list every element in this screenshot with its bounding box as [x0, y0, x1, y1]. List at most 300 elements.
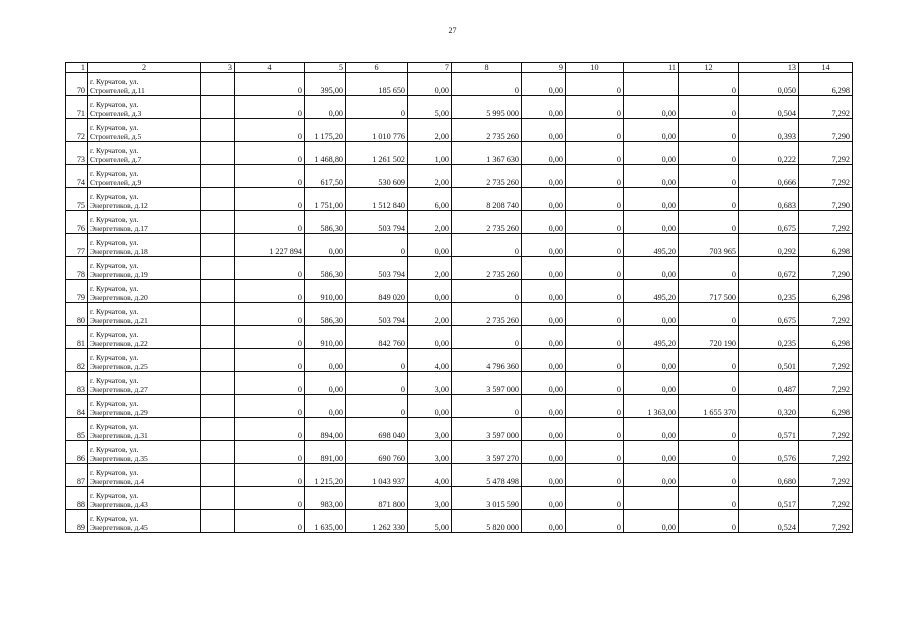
cell-c13: 0,571	[739, 418, 799, 441]
table-row	[66, 464, 853, 487]
cell-c4: 0	[235, 142, 305, 165]
address-city-street: г. Курчатов, ул.	[90, 192, 139, 201]
address-house: Энергетиков, д.12	[90, 201, 148, 210]
cell-c10: 0	[566, 257, 624, 280]
cell-c8: 4 796 360	[452, 349, 522, 372]
cell-c9: 0,00	[522, 510, 566, 533]
cell-c12: 0	[679, 188, 739, 211]
cell-c5: 586,30	[305, 303, 346, 326]
cell-c7: 0,00	[408, 73, 452, 96]
cell-c3	[201, 441, 235, 464]
address-house: Строителей, д.3	[90, 109, 142, 118]
cell-c3	[201, 188, 235, 211]
column-header: 11	[624, 63, 679, 73]
cell-c3	[201, 234, 235, 257]
address-city-street: г. Курчатов, ул.	[90, 261, 139, 270]
cell-c7: 3,00	[408, 487, 452, 510]
cell-c13: 0,320	[739, 395, 799, 418]
cell-c14: 6,298	[799, 395, 853, 418]
address-house: Энергетиков, д.35	[90, 454, 148, 463]
table-row	[66, 188, 853, 211]
cell-c4: 0	[235, 73, 305, 96]
cell-c9: 0,00	[522, 464, 566, 487]
address-house: Энергетиков, д.27	[90, 385, 148, 394]
cell-c13: 0,666	[739, 165, 799, 188]
cell-c7: 1,00	[408, 142, 452, 165]
cell-c3	[201, 487, 235, 510]
address-city-street: г. Курчатов, ул.	[90, 353, 139, 362]
column-header: 14	[799, 63, 853, 73]
row-number: 70	[66, 73, 88, 96]
column-header: 2	[88, 63, 201, 73]
cell-c11: 0,00	[624, 372, 679, 395]
cell-c14: 7,290	[799, 119, 853, 142]
address-house: Энергетиков, д.22	[90, 339, 148, 348]
cell-c8: 2 735 260	[452, 165, 522, 188]
address-city-street: г. Курчатов, ул.	[90, 284, 139, 293]
column-header: 5	[305, 63, 346, 73]
address-cell	[88, 510, 201, 533]
cell-c14: 7,292	[799, 372, 853, 395]
table-row	[66, 303, 853, 326]
cell-c9: 0,00	[522, 211, 566, 234]
address-cell	[88, 73, 201, 96]
cell-c10: 0	[566, 211, 624, 234]
address-house: Энергетиков, д.17	[90, 224, 148, 233]
cell-c9: 0,00	[522, 257, 566, 280]
cell-c12: 0	[679, 349, 739, 372]
address-city-street: г. Курчатов, ул.	[90, 399, 139, 408]
address-cell	[88, 142, 201, 165]
cell-c4: 0	[235, 326, 305, 349]
address-cell	[88, 487, 201, 510]
row-number: 84	[66, 395, 88, 418]
cell-c8: 3 015 590	[452, 487, 522, 510]
table-body	[66, 63, 853, 533]
cell-c12: 0	[679, 142, 739, 165]
address-house: Энергетиков, д.45	[90, 523, 148, 532]
cell-c8: 8 208 740	[452, 188, 522, 211]
cell-c9: 0,00	[522, 165, 566, 188]
cell-c5: 894,00	[305, 418, 346, 441]
cell-c14: 6,298	[799, 326, 853, 349]
address-house: Энергетиков, д.31	[90, 431, 148, 440]
cell-c11: 0,00	[624, 165, 679, 188]
cell-c11: 0,00	[624, 96, 679, 119]
cell-c4: 0	[235, 510, 305, 533]
cell-c10: 0	[566, 395, 624, 418]
cell-c11: 0,00	[624, 142, 679, 165]
cell-c8: 2 735 260	[452, 303, 522, 326]
cell-c10: 0	[566, 280, 624, 303]
address-city-street: г. Курчатов, ул.	[90, 445, 139, 454]
cell-c10: 0	[566, 234, 624, 257]
cell-c4: 0	[235, 418, 305, 441]
address-city-street: г. Курчатов, ул.	[90, 100, 139, 109]
cell-c12: 720 190	[679, 326, 739, 349]
cell-c5: 910,00	[305, 280, 346, 303]
cell-c7: 6,00	[408, 188, 452, 211]
address-city-street: г. Курчатов, ул.	[90, 146, 139, 155]
cell-c6: 1 043 937	[346, 464, 408, 487]
address-cell	[88, 464, 201, 487]
cell-c6: 0	[346, 234, 408, 257]
table-row	[66, 280, 853, 303]
cell-c6: 1 262 330	[346, 510, 408, 533]
cell-c6: 1 512 840	[346, 188, 408, 211]
cell-c12: 0	[679, 418, 739, 441]
cell-c13: 0,235	[739, 326, 799, 349]
cell-c7: 3,00	[408, 441, 452, 464]
cell-c11: 495,20	[624, 326, 679, 349]
cell-c3	[201, 96, 235, 119]
address-cell	[88, 349, 201, 372]
row-number: 73	[66, 142, 88, 165]
cell-c13: 0,672	[739, 257, 799, 280]
row-number: 87	[66, 464, 88, 487]
cell-c10: 0	[566, 326, 624, 349]
table-row	[66, 96, 853, 119]
row-number: 77	[66, 234, 88, 257]
address-house: Энергетиков, д.21	[90, 316, 148, 325]
address-city-street: г. Курчатов, ул.	[90, 77, 139, 86]
cell-c3	[201, 303, 235, 326]
cell-c13: 0,680	[739, 464, 799, 487]
cell-c14: 7,292	[799, 303, 853, 326]
cell-c6: 842 760	[346, 326, 408, 349]
cell-c7: 2,00	[408, 119, 452, 142]
address-cell	[88, 257, 201, 280]
cell-c5: 0,00	[305, 234, 346, 257]
cell-c5: 891,00	[305, 441, 346, 464]
cell-c7: 4,00	[408, 349, 452, 372]
row-number: 89	[66, 510, 88, 533]
column-header: 1	[66, 63, 88, 73]
cell-c3	[201, 372, 235, 395]
cell-c6: 849 020	[346, 280, 408, 303]
cell-c5: 910,00	[305, 326, 346, 349]
cell-c5: 1 468,80	[305, 142, 346, 165]
cell-c14: 7,292	[799, 142, 853, 165]
column-header: 10	[566, 63, 624, 73]
address-house: Энергетиков, д.20	[90, 293, 148, 302]
table-row	[66, 142, 853, 165]
cell-c7: 5,00	[408, 510, 452, 533]
cell-c9: 0,00	[522, 372, 566, 395]
row-number: 82	[66, 349, 88, 372]
column-header: 6	[346, 63, 408, 73]
table-row	[66, 487, 853, 510]
address-cell	[88, 280, 201, 303]
cell-c14: 6,298	[799, 73, 853, 96]
cell-c7: 4,00	[408, 464, 452, 487]
address-house: Энергетиков, д.18	[90, 247, 148, 256]
cell-c14: 7,292	[799, 464, 853, 487]
address-house: Энергетиков, д.19	[90, 270, 148, 279]
cell-c6: 0	[346, 349, 408, 372]
cell-c5: 0,00	[305, 372, 346, 395]
cell-c8: 5 995 000	[452, 96, 522, 119]
cell-c10: 0	[566, 510, 624, 533]
cell-c12: 703 965	[679, 234, 739, 257]
cell-c11: 495,20	[624, 280, 679, 303]
cell-c5: 0,00	[305, 349, 346, 372]
cell-c3	[201, 349, 235, 372]
cell-c4: 0	[235, 96, 305, 119]
cell-c9: 0,00	[522, 234, 566, 257]
address-house: Энергетиков, д.29	[90, 408, 148, 417]
cell-c4: 0	[235, 188, 305, 211]
row-number: 81	[66, 326, 88, 349]
cell-c8: 0	[452, 73, 522, 96]
cell-c7: 2,00	[408, 211, 452, 234]
cell-c12: 717 500	[679, 280, 739, 303]
column-header: 12	[679, 63, 739, 73]
row-number: 80	[66, 303, 88, 326]
address-cell	[88, 96, 201, 119]
cell-c10: 0	[566, 349, 624, 372]
cell-c10: 0	[566, 188, 624, 211]
cell-c9: 0,00	[522, 418, 566, 441]
cell-c6: 690 760	[346, 441, 408, 464]
cell-c4: 0	[235, 211, 305, 234]
cell-c11: 0,00	[624, 510, 679, 533]
cell-c14: 7,292	[799, 487, 853, 510]
address-city-street: г. Курчатов, ул.	[90, 468, 139, 477]
cell-c8: 0	[452, 395, 522, 418]
row-number: 74	[66, 165, 88, 188]
cell-c10: 0	[566, 418, 624, 441]
row-number: 72	[66, 119, 88, 142]
cell-c11: 0,00	[624, 303, 679, 326]
cell-c3	[201, 280, 235, 303]
cell-c6: 0	[346, 372, 408, 395]
cell-c12: 1 655 370	[679, 395, 739, 418]
cell-c11	[624, 487, 679, 510]
cell-c5: 1 175,20	[305, 119, 346, 142]
cell-c10: 0	[566, 487, 624, 510]
cell-c11	[624, 73, 679, 96]
cell-c3	[201, 142, 235, 165]
address-house: Энергетиков, д.25	[90, 362, 148, 371]
cell-c6: 1 261 502	[346, 142, 408, 165]
cell-c10: 0	[566, 303, 624, 326]
address-cell	[88, 326, 201, 349]
cell-c13: 0,222	[739, 142, 799, 165]
header-row	[66, 63, 853, 73]
cell-c13: 0,501	[739, 349, 799, 372]
housing-data-table	[65, 62, 853, 533]
cell-c13: 0,504	[739, 96, 799, 119]
cell-c4: 0	[235, 487, 305, 510]
cell-c3	[201, 165, 235, 188]
table-row	[66, 395, 853, 418]
cell-c5: 0,00	[305, 395, 346, 418]
cell-c4: 1 227 894	[235, 234, 305, 257]
table-row	[66, 349, 853, 372]
cell-c12: 0	[679, 257, 739, 280]
cell-c12: 0	[679, 487, 739, 510]
cell-c11: 1 363,00	[624, 395, 679, 418]
cell-c10: 0	[566, 73, 624, 96]
cell-c7: 3,00	[408, 372, 452, 395]
cell-c6: 0	[346, 395, 408, 418]
cell-c8: 0	[452, 326, 522, 349]
cell-c13: 0,517	[739, 487, 799, 510]
cell-c12: 0	[679, 73, 739, 96]
cell-c6: 503 794	[346, 211, 408, 234]
address-house: Строителей, д.11	[90, 86, 145, 95]
cell-c4: 0	[235, 119, 305, 142]
cell-c8: 2 735 260	[452, 119, 522, 142]
cell-c12: 0	[679, 119, 739, 142]
cell-c10: 0	[566, 372, 624, 395]
cell-c8: 5 820 000	[452, 510, 522, 533]
cell-c14: 7,292	[799, 441, 853, 464]
cell-c10: 0	[566, 464, 624, 487]
cell-c14: 7,290	[799, 257, 853, 280]
address-city-street: г. Курчатов, ул.	[90, 514, 139, 523]
table-row	[66, 372, 853, 395]
address-city-street: г. Курчатов, ул.	[90, 422, 139, 431]
cell-c9: 0,00	[522, 395, 566, 418]
cell-c3	[201, 464, 235, 487]
cell-c13: 0,050	[739, 73, 799, 96]
cell-c7: 0,00	[408, 280, 452, 303]
cell-c6: 503 794	[346, 303, 408, 326]
cell-c14: 7,292	[799, 349, 853, 372]
row-number: 88	[66, 487, 88, 510]
cell-c9: 0,00	[522, 142, 566, 165]
cell-c12: 0	[679, 372, 739, 395]
address-house: Строителей, д.9	[90, 178, 142, 187]
column-header: 13	[739, 63, 799, 73]
address-city-street: г. Курчатов, ул.	[90, 376, 139, 385]
cell-c13: 0,675	[739, 211, 799, 234]
cell-c11: 0,00	[624, 119, 679, 142]
table-row	[66, 165, 853, 188]
cell-c7: 0,00	[408, 395, 452, 418]
cell-c3	[201, 326, 235, 349]
row-number: 76	[66, 211, 88, 234]
cell-c14: 6,298	[799, 234, 853, 257]
address-house: Энергетиков, д.43	[90, 500, 148, 509]
cell-c7: 2,00	[408, 165, 452, 188]
table-row	[66, 73, 853, 96]
cell-c8: 0	[452, 234, 522, 257]
cell-c12: 0	[679, 211, 739, 234]
cell-c6: 530 609	[346, 165, 408, 188]
column-header: 8	[452, 63, 522, 73]
cell-c6: 1 010 776	[346, 119, 408, 142]
cell-c5: 1 215,20	[305, 464, 346, 487]
table-row	[66, 119, 853, 142]
cell-c14: 7,292	[799, 418, 853, 441]
cell-c9: 0,00	[522, 188, 566, 211]
cell-c12: 0	[679, 464, 739, 487]
cell-c9: 0,00	[522, 73, 566, 96]
cell-c11: 0,00	[624, 441, 679, 464]
cell-c14: 7,292	[799, 211, 853, 234]
address-cell	[88, 188, 201, 211]
cell-c9: 0,00	[522, 96, 566, 119]
cell-c11: 495,20	[624, 234, 679, 257]
address-city-street: г. Курчатов, ул.	[90, 491, 139, 500]
cell-c14: 7,292	[799, 165, 853, 188]
table-row	[66, 234, 853, 257]
cell-c4: 0	[235, 165, 305, 188]
cell-c12: 0	[679, 96, 739, 119]
address-cell	[88, 234, 201, 257]
cell-c10: 0	[566, 119, 624, 142]
address-cell	[88, 303, 201, 326]
cell-c3	[201, 395, 235, 418]
cell-c4: 0	[235, 257, 305, 280]
cell-c6: 185 650	[346, 73, 408, 96]
cell-c13: 0,675	[739, 303, 799, 326]
cell-c4: 0	[235, 280, 305, 303]
cell-c7: 2,00	[408, 257, 452, 280]
address-house: Энергетиков, д.4	[90, 477, 145, 486]
cell-c5: 395,00	[305, 73, 346, 96]
table-row	[66, 510, 853, 533]
row-number: 75	[66, 188, 88, 211]
table-row	[66, 418, 853, 441]
cell-c13: 0,524	[739, 510, 799, 533]
row-number: 85	[66, 418, 88, 441]
cell-c11: 0,00	[624, 211, 679, 234]
cell-c6: 871 800	[346, 487, 408, 510]
row-number: 79	[66, 280, 88, 303]
cell-c4: 0	[235, 372, 305, 395]
address-city-street: г. Курчатов, ул.	[90, 123, 139, 132]
cell-c8: 3 597 270	[452, 441, 522, 464]
page-number: 27	[448, 26, 457, 35]
cell-c14: 7,292	[799, 96, 853, 119]
address-cell	[88, 165, 201, 188]
cell-c7: 0,00	[408, 326, 452, 349]
cell-c8: 3 597 000	[452, 372, 522, 395]
address-city-street: г. Курчатов, ул.	[90, 215, 139, 224]
address-city-street: г. Курчатов, ул.	[90, 330, 139, 339]
cell-c11: 0,00	[624, 464, 679, 487]
address-house: Строителей, д.5	[90, 132, 142, 141]
row-number: 83	[66, 372, 88, 395]
cell-c13: 0,235	[739, 280, 799, 303]
cell-c3	[201, 418, 235, 441]
cell-c10: 0	[566, 165, 624, 188]
address-cell	[88, 119, 201, 142]
table-row	[66, 326, 853, 349]
address-cell	[88, 441, 201, 464]
cell-c9: 0,00	[522, 326, 566, 349]
cell-c9: 0,00	[522, 280, 566, 303]
table-row	[66, 441, 853, 464]
cell-c8: 3 597 000	[452, 418, 522, 441]
address-cell	[88, 211, 201, 234]
cell-c6: 698 040	[346, 418, 408, 441]
cell-c12: 0	[679, 165, 739, 188]
cell-c7: 5,00	[408, 96, 452, 119]
column-header: 4	[235, 63, 305, 73]
cell-c5: 1 635,00	[305, 510, 346, 533]
cell-c12: 0	[679, 303, 739, 326]
address-house: Строителей, д.7	[90, 155, 142, 164]
cell-c9: 0,00	[522, 349, 566, 372]
cell-c10: 0	[566, 96, 624, 119]
cell-c11: 0,00	[624, 349, 679, 372]
table-row	[66, 211, 853, 234]
